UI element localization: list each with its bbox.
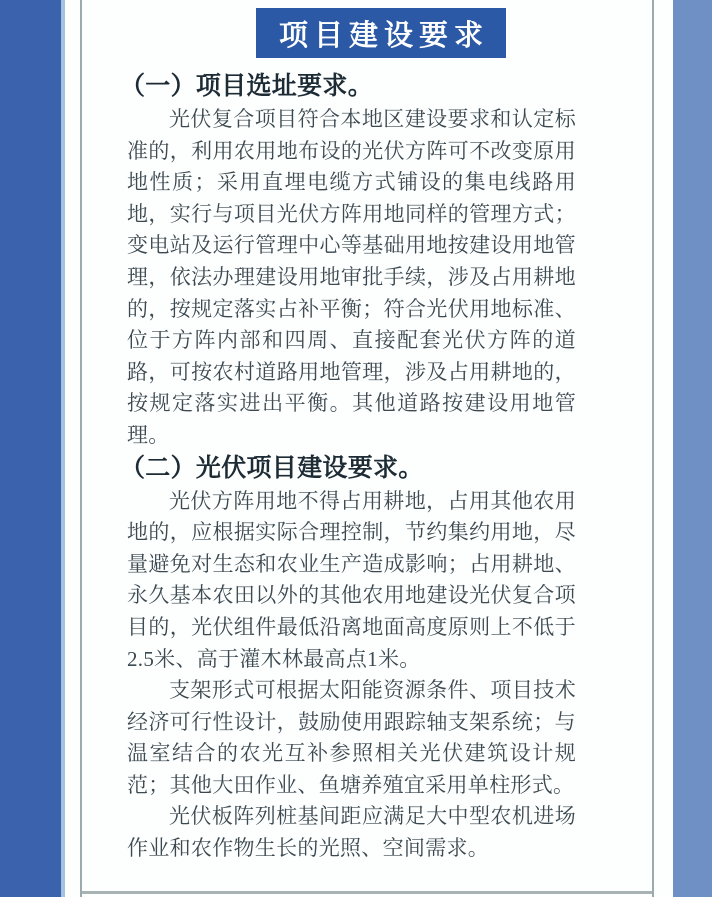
content-frame-left-border [80, 0, 82, 897]
bottom-divider [82, 891, 652, 894]
content-area [120, 70, 576, 865]
paragraph: 光伏板阵列桩基间距应满足大中型农机进场作业和农作物生长的光照、空间需求。 [127, 804, 576, 861]
left-accent-bar [0, 0, 65, 897]
content-frame-right-border [652, 0, 654, 897]
paragraph: 支架形式可根据太阳能资源条件、项目技术经济可行性设计，鼓励使用跟踪轴支架系统；与温室结合的农光互补参照相关光伏建筑设计规范；其他大田作业、鱼塘养殖宜采用单柱形式。 [127, 678, 576, 797]
paragraph: 光伏方阵用地不得占用耕地，占用其他农用地的，应根据实际合理控制，节约集约用地，尽量避免对生态和农业生产造成影响；占用耕地、永久基本农田以外的其他农用地建设光伏复合项目的，光伏组件最低沿离地面高度原则上不低于2.5米、高于灌木林最高点1米。 [127, 488, 576, 671]
section [120, 452, 576, 865]
section [120, 70, 576, 452]
section-heading: （一）项目选址要求。 [120, 73, 374, 100]
page-title: 项目建设要求 [278, 19, 489, 52]
paragraph: 光伏复合项目符合本地区建设要求和认定标准的，利用农用地布设的光伏方阵可不改变原用地性质；采用直埋电缆方式铺设的集电线路用地，实行与项目光伏方阵用地同样的管理方式；变电站及运行管理中心等基础用地按建设用地管理，依法办理建设用地审批手续，涉及占用耕地的，按规定落实占补平衡；符合光伏用地标准、位于方阵内部和四周、直接配套光伏方阵的道路，可按农村道路用地管理，涉及占用耕地的，按规定落实进出平衡。其他道路按建设用地管理。 [127, 107, 576, 447]
section-heading: （二）光伏项目建设要求。 [120, 454, 424, 482]
title-banner [256, 8, 506, 58]
right-accent-bar [673, 0, 712, 897]
